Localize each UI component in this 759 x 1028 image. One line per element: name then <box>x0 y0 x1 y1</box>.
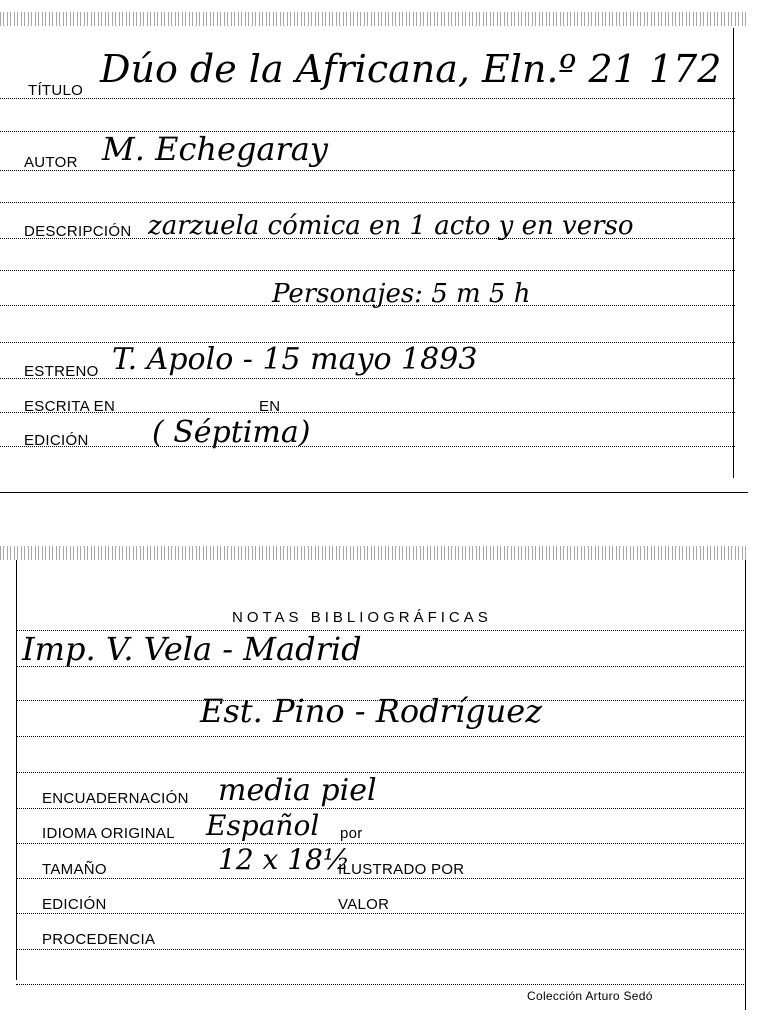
ruled-line <box>16 808 744 809</box>
en-label: EN <box>259 398 281 415</box>
tamano-label: TAMAÑO <box>42 861 107 878</box>
ruled-line <box>16 843 744 844</box>
titulo-value: Dúo de la Africana, Eln.º 21 172 <box>100 47 722 91</box>
ruled-line <box>16 949 744 950</box>
nota-line-2: Est. Pino - Rodríguez <box>200 692 543 730</box>
card-bottom-line <box>0 492 748 493</box>
nota-line-1: Imp. V. Vela - Madrid <box>22 630 362 668</box>
encuadernacion-label: ENCUADERNACIÓN <box>42 790 189 807</box>
ruled-line <box>16 913 744 914</box>
titulo-label: TÍTULO <box>28 82 84 99</box>
procedencia-label: PROCEDENCIA <box>42 931 156 948</box>
card-right-border <box>733 28 734 478</box>
ruled-line <box>0 446 735 447</box>
ruled-line <box>0 98 735 99</box>
idioma-original-value: Español <box>206 809 320 842</box>
card-top-edge <box>0 12 748 26</box>
card-top-edge <box>0 546 748 560</box>
valor-label: VALOR <box>338 896 390 913</box>
autor-value: M. Echegaray <box>102 130 328 168</box>
ruled-line <box>0 202 735 203</box>
ruled-line <box>16 878 744 879</box>
catalog-card-top <box>0 0 759 500</box>
card-left-border <box>16 560 17 980</box>
ruled-line <box>0 270 735 271</box>
ruled-line <box>16 772 744 773</box>
ruled-line <box>0 170 735 171</box>
ruled-line <box>16 736 744 737</box>
ilustrado-por-label: ILUSTRADO POR <box>338 861 465 878</box>
estreno-label: ESTRENO <box>24 363 99 380</box>
descripcion-label: DESCRIPCIÓN <box>24 223 132 240</box>
tamano-value: 12 x 18½ <box>218 843 350 876</box>
edicion-label: EDICIÓN <box>24 432 89 449</box>
ruled-line <box>16 984 744 985</box>
por-label: por <box>340 825 363 842</box>
idioma-original-label: IDIOMA ORIGINAL <box>42 825 175 842</box>
card-right-border <box>745 560 746 1010</box>
edicion-label: EDICIÓN <box>42 896 107 913</box>
estreno-value: T. Apolo - 15 mayo 1893 <box>112 342 478 377</box>
notas-bibliograficas-heading: NOTAS BIBLIOGRÁFICAS <box>232 609 492 626</box>
coleccion-footer: Colección Arturo Sedó <box>527 989 653 1003</box>
catalog-card-bottom <box>0 540 759 1028</box>
personajes-value: Personajes: 5 m 5 h <box>272 279 531 309</box>
escrita-en-label: ESCRITA EN <box>24 398 116 415</box>
descripcion-value: zarzuela cómica en 1 acto y en verso <box>148 211 634 241</box>
encuadernacion-value: media piel <box>218 773 377 808</box>
edicion-value: ( Séptima) <box>152 415 311 450</box>
autor-label: AUTOR <box>24 154 78 171</box>
ruled-line <box>0 378 735 379</box>
